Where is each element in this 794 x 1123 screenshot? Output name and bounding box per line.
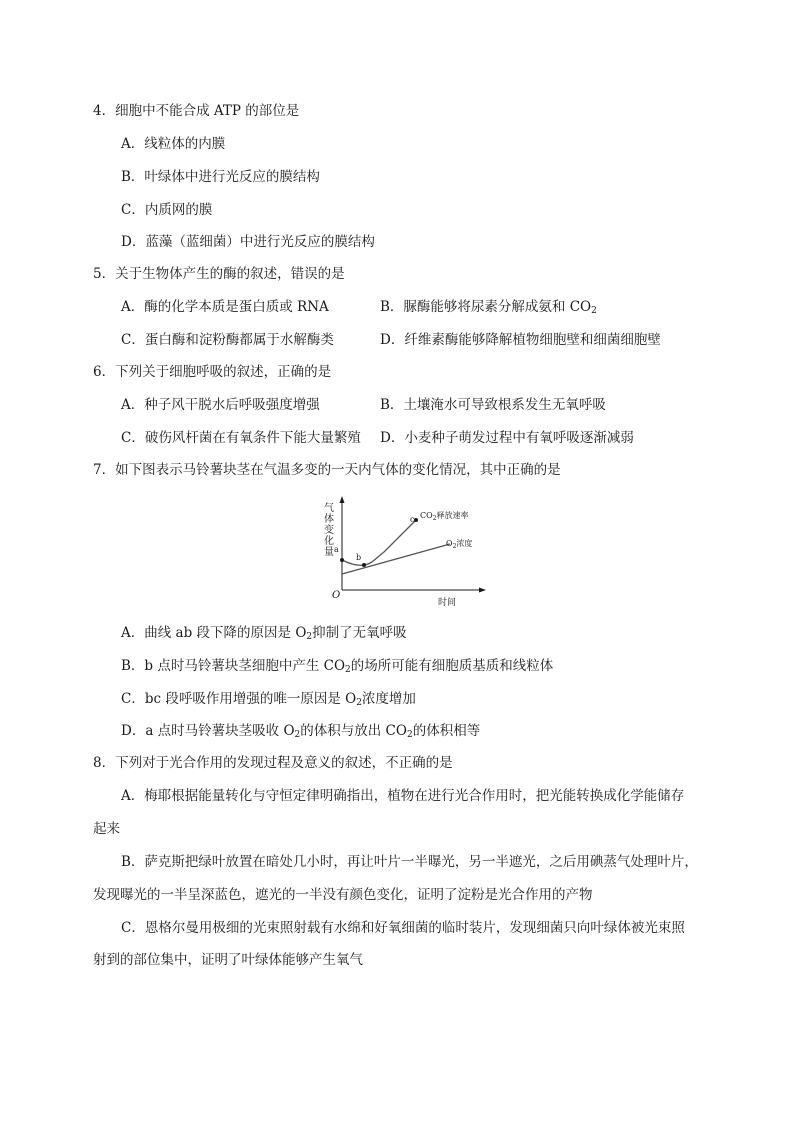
- y-label-char: 变: [324, 525, 334, 536]
- point-b-label: b: [356, 553, 362, 562]
- question-5-option-c: C．蛋白酶和淀粉酶都属于水解酶类: [121, 332, 334, 348]
- question-8-option-c-line2: 射到的部位集中，证明了叶绿体能够产生氧气: [93, 952, 363, 968]
- question-6-option-a: A．种子风干脱水后呼吸强度增强: [121, 397, 320, 413]
- option-text: 的体积相等: [412, 723, 481, 739]
- question-5-option-d: D．纤维素酶能够降解植物细胞壁和细菌细胞壁: [380, 332, 661, 348]
- point-c-label: c: [410, 515, 415, 524]
- subscript-2: 2: [406, 730, 413, 740]
- question-6-stem: 6．下列关于细胞呼吸的叙述，正确的是: [93, 364, 332, 380]
- origin-label: O: [332, 590, 341, 601]
- question-5-option-b: [380, 297, 597, 317]
- question-8-stem: 8．下列对于光合作用的发现过程及意义的叙述，不正确的是: [93, 755, 453, 771]
- question-8-option-a-line1: A．梅耶根据能量转化与守恒定律明确指出，植物在进行光合作用时，把光能转换成化学能储存: [121, 788, 685, 804]
- question-4-stem: 4．细胞中不能合成 ATP 的部位是: [93, 103, 300, 119]
- option-b-text: B．脲酶能够将尿素分解成氨和 CO: [380, 299, 592, 315]
- option-text: 的场所可能有细胞质基质和线粒体: [350, 658, 554, 674]
- point-a: [340, 558, 344, 562]
- point-b: [362, 563, 366, 567]
- y-label-char: 气: [324, 503, 334, 514]
- question-5-option-a: A．酶的化学本质是蛋白质或 RNA: [121, 299, 329, 315]
- option-text: B．b 点时马铃薯块茎细胞中产生 CO: [121, 658, 346, 674]
- subscript-2: 2: [306, 632, 313, 642]
- o2-curve-label: [446, 538, 472, 550]
- o2-label-text: O: [446, 539, 453, 548]
- question-7-option-c: [121, 689, 416, 709]
- question-4-option-d: D．蓝藻（蓝细菌）中进行光反应的膜结构: [121, 234, 375, 250]
- question-4-option-a: A．线粒体的内膜: [121, 136, 226, 152]
- question-7-option-b: [121, 656, 553, 676]
- co2-curve-label: [420, 510, 469, 522]
- question-4-option-c: C．内质网的膜: [121, 202, 213, 218]
- subscript-2: 2: [356, 698, 362, 708]
- x-axis-arrow: [479, 588, 486, 593]
- question-8-option-b-line2: 发现曝光的一半呈深蓝色，遮光的一半没有颜色变化，证明了淀粉是光合作用的产物: [93, 887, 593, 903]
- subscript-2: 2: [345, 665, 351, 675]
- y-label-char: 化: [324, 536, 334, 547]
- option-text: D．a 点时马铃薯块茎吸收 O: [121, 723, 295, 739]
- question-6-option-d: D．小麦种子萌发过程中有氧呼吸逐渐减弱: [380, 430, 634, 446]
- point-c: [414, 518, 418, 522]
- question-8-option-b-line1: B．萨克斯把绿叶放置在暗处几小时，再让叶片一半曝光，另一半遮光，之后用碘蒸气处理叶片，: [121, 854, 698, 870]
- question-8-option-c-line1: C．恩格尔曼用极细的光束照射载有水绵和好氧细菌的临时装片，发现细菌只向叶绿体被光束照: [121, 920, 685, 936]
- question-4-option-b: B．叶绿体中进行光反应的膜结构: [121, 169, 320, 185]
- question-8-option-a-line2: 起来: [93, 821, 120, 837]
- question-7-option-d: [121, 721, 480, 741]
- y-label-char: 量: [324, 547, 334, 558]
- question-7-stem: 7．如下图表示马铃薯块茎在气温多变的一天内气体的变化情况，其中正确的是: [93, 462, 561, 478]
- option-text: A．曲线 ab 段下降的原因是 O: [121, 625, 307, 641]
- question-5-stem: 5．关于生物体产生的酶的叙述，错误的是: [93, 266, 345, 282]
- x-label: 时间: [438, 598, 457, 608]
- co2-release-curve: [342, 520, 416, 565]
- question-6-option-c: C．破伤风杆菌在有氧条件下能大量繁殖: [121, 430, 361, 446]
- option-text: C．bc 段呼吸作用增强的唯一原因是 O: [121, 691, 357, 707]
- o2-label-sub: 2: [452, 543, 457, 550]
- co2-label-sub: 2: [432, 515, 437, 522]
- question-6-option-b: B．土壤淹水可导致根系发生无氧呼吸: [380, 397, 606, 413]
- co2-label-rate: 释放速率: [436, 511, 469, 520]
- subscript-2: 2: [294, 730, 301, 740]
- y-label-char: 体: [324, 514, 334, 525]
- gas-change-figure: [316, 494, 492, 608]
- option-text: 的体积与放出 CO: [300, 723, 407, 739]
- option-text: 浓度增加: [361, 691, 416, 707]
- point-a-label: a: [334, 545, 339, 554]
- y-axis-arrow: [340, 496, 345, 503]
- co2-label-text: CO: [420, 511, 433, 520]
- option-text: 抑制了无氧呼吸: [312, 625, 407, 641]
- o2-label-conc: 浓度: [456, 539, 473, 548]
- subscript-2: 2: [591, 306, 597, 316]
- question-7-option-a: [121, 623, 407, 643]
